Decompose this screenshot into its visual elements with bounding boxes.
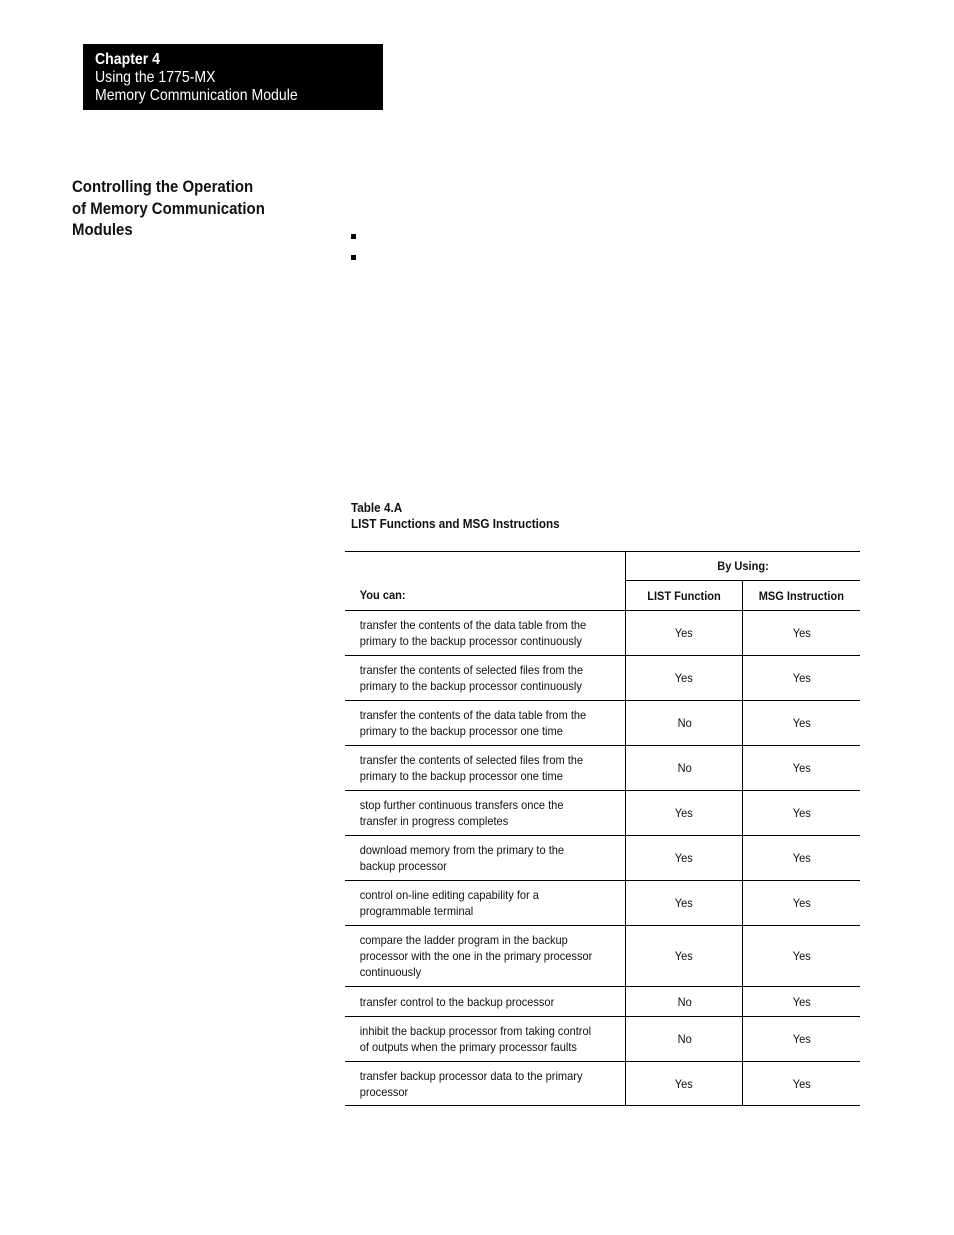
msg-instruction-cell xyxy=(743,881,860,926)
capability-text: transfer the contents of selected files from the primary to the backup processor continuously xyxy=(359,663,584,693)
table-row xyxy=(345,881,860,926)
list-function-cell xyxy=(626,1017,743,1062)
list-function-cell xyxy=(626,1062,743,1106)
header-by-using-cell xyxy=(626,552,860,581)
functions-table xyxy=(345,551,860,1106)
section-heading-line: of Memory Communication xyxy=(72,198,265,218)
msg-instruction-value: Yes xyxy=(792,949,811,963)
msg-instruction-value: Yes xyxy=(792,761,811,775)
list-function-cell xyxy=(626,987,743,1017)
msg-instruction-cell xyxy=(743,1062,860,1106)
table-caption xyxy=(351,500,583,532)
table-row xyxy=(345,987,860,1017)
capability-cell xyxy=(345,746,626,791)
section-heading-line: Controlling the Operation xyxy=(72,177,254,196)
list-function-value: Yes xyxy=(675,806,694,820)
list-function-value: No xyxy=(677,1032,692,1046)
header-you-can-cell xyxy=(345,552,626,611)
capability-text: download memory from the primary to the backup processor xyxy=(359,843,565,873)
capability-text: stop further continuous transfers once the transfer in progress completes xyxy=(359,798,564,828)
capability-text: compare the ladder program in the backup processor with the one in the primary processor continuously xyxy=(359,933,593,979)
capability-cell xyxy=(345,611,626,656)
table-number: Table 4.A xyxy=(351,500,403,515)
table-row xyxy=(345,656,860,701)
chapter-title-line-2: Memory Communication Module xyxy=(95,87,298,104)
header-list-function-cell xyxy=(626,581,743,611)
msg-instruction-value: Yes xyxy=(792,716,811,730)
msg-instruction-value: Yes xyxy=(792,671,811,685)
msg-instruction-value: Yes xyxy=(792,994,811,1009)
msg-instruction-cell xyxy=(743,987,860,1017)
capability-cell xyxy=(345,791,626,836)
msg-instruction-cell xyxy=(743,1017,860,1062)
capability-cell xyxy=(345,656,626,701)
capability-text: control on-line editing capability for a programmable terminal xyxy=(359,888,539,918)
capability-text: transfer the contents of selected files from the primary to the backup processor one time xyxy=(359,753,584,783)
list-function-value: Yes xyxy=(675,896,694,910)
bullet-marker xyxy=(351,234,356,239)
capability-cell xyxy=(345,836,626,881)
list-function-value: Yes xyxy=(675,626,694,640)
capability-cell xyxy=(345,881,626,926)
list-function-value: No xyxy=(677,994,692,1009)
msg-instruction-cell xyxy=(743,836,860,881)
chapter-number: Chapter 4 xyxy=(95,51,160,68)
msg-instruction-cell xyxy=(743,926,860,987)
capability-cell xyxy=(345,1062,626,1106)
table-row xyxy=(345,701,860,746)
msg-instruction-cell xyxy=(743,611,860,656)
msg-instruction-cell xyxy=(743,791,860,836)
list-function-value: Yes xyxy=(675,851,694,865)
list-function-cell xyxy=(626,701,743,746)
capability-text: inhibit the backup processor from taking control of outputs when the primary processor faults xyxy=(359,1024,592,1054)
header-by-using: By Using: xyxy=(717,559,769,573)
section-heading-line: Modules xyxy=(72,220,133,239)
msg-instruction-cell xyxy=(743,656,860,701)
table-group-header-row xyxy=(345,552,860,581)
table-row xyxy=(345,746,860,791)
list-function-value: No xyxy=(677,761,692,775)
capability-text: transfer the contents of the data table from the primary to the backup processor continuously xyxy=(359,618,587,648)
capability-text: transfer the contents of the data table from the primary to the backup processor one time xyxy=(359,708,587,738)
bullet-marker xyxy=(351,255,356,260)
list-function-cell xyxy=(626,836,743,881)
chapter-title-line-1: Using the 1775-MX xyxy=(95,69,216,86)
table-row xyxy=(345,926,860,987)
capability-cell xyxy=(345,926,626,987)
list-function-value: Yes xyxy=(675,949,694,963)
header-list-function: LIST Function xyxy=(647,588,722,603)
list-function-value: Yes xyxy=(675,671,694,685)
capability-cell xyxy=(345,1017,626,1062)
chapter-header xyxy=(83,44,383,110)
section-heading xyxy=(72,176,312,241)
capability-text: transfer backup processor data to the primary processor xyxy=(359,1068,583,1099)
table-title: LIST Functions and MSG Instructions xyxy=(351,516,560,531)
msg-instruction-value: Yes xyxy=(792,626,811,640)
table-row xyxy=(345,1062,860,1106)
list-function-cell xyxy=(626,926,743,987)
table-row xyxy=(345,1017,860,1062)
list-function-cell xyxy=(626,656,743,701)
table-row xyxy=(345,611,860,656)
header-msg-instruction: MSG Instruction xyxy=(758,588,845,603)
msg-instruction-cell xyxy=(743,746,860,791)
capability-text: transfer control to the backup processor xyxy=(359,994,555,1009)
list-function-cell xyxy=(626,611,743,656)
list-function-value: Yes xyxy=(675,1076,694,1091)
list-function-cell xyxy=(626,746,743,791)
msg-instruction-value: Yes xyxy=(792,851,811,865)
table-row xyxy=(345,836,860,881)
capability-cell xyxy=(345,701,626,746)
capability-cell xyxy=(345,987,626,1017)
list-function-cell xyxy=(626,791,743,836)
msg-instruction-value: Yes xyxy=(792,1032,811,1046)
header-you-can: You can: xyxy=(359,588,406,602)
header-msg-instruction-cell xyxy=(743,581,860,611)
msg-instruction-value: Yes xyxy=(792,806,811,820)
msg-instruction-value: Yes xyxy=(792,896,811,910)
msg-instruction-value: Yes xyxy=(792,1076,811,1091)
list-function-value: No xyxy=(677,716,692,730)
table-row xyxy=(345,791,860,836)
msg-instruction-cell xyxy=(743,701,860,746)
list-function-cell xyxy=(626,881,743,926)
